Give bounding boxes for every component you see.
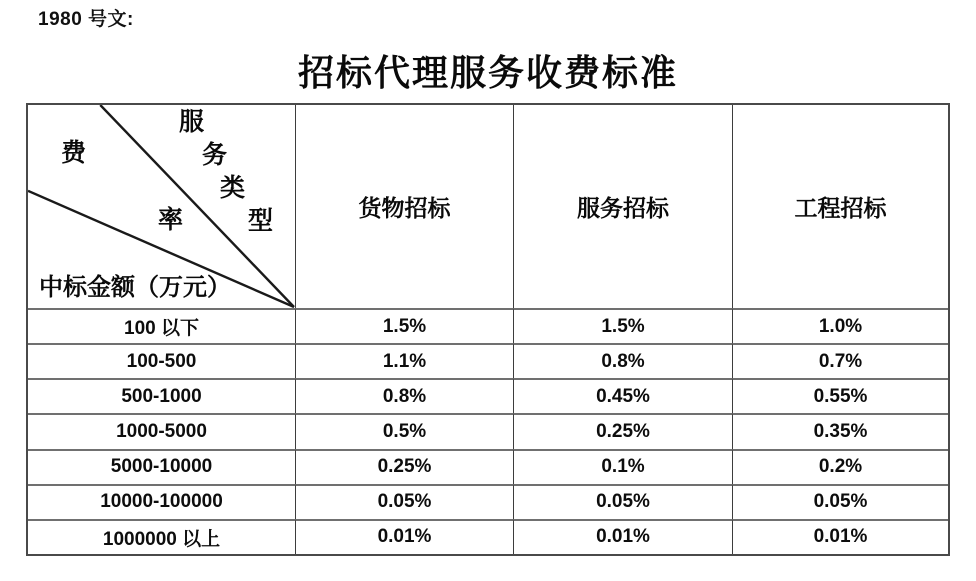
fee-value: 0.2% [732, 449, 948, 484]
fee-value: 0.01% [732, 519, 948, 554]
fee-value: 0.5% [295, 413, 513, 448]
doc-reference: 1980 号文: [38, 9, 134, 30]
fee-value: 0.05% [295, 484, 513, 519]
fee-value: 0.55% [732, 378, 948, 413]
fee-value: 0.8% [513, 343, 732, 378]
row-label-amount-range: 1000000 以上 [28, 519, 295, 554]
row-label-amount-range: 5000-10000 [28, 449, 295, 484]
fee-rate-label-char: 费 [61, 140, 87, 167]
fee-standard-table [26, 103, 950, 556]
row-label-amount-range: 10000-100000 [28, 484, 295, 519]
amount-axis-label: 中标金额（万元） [39, 275, 231, 301]
fee-value: 0.25% [295, 449, 513, 484]
row-label-amount-range: 100-500 [28, 343, 295, 378]
fee-value: 0.05% [732, 484, 948, 519]
row-label-amount-range: 500-1000 [28, 378, 295, 413]
diagonal-header-cell [28, 105, 295, 308]
fee-value: 1.1% [295, 343, 513, 378]
page-title: 招标代理服务收费标准 [297, 53, 678, 93]
service-type-label-char: 类 [220, 175, 246, 202]
row-label-amount-range: 1000-5000 [28, 413, 295, 448]
row-label-amount-range: 100 以下 [28, 308, 295, 343]
fee-value: 1.0% [732, 308, 948, 343]
service-type-label-char: 服 [179, 109, 205, 136]
fee-value: 0.01% [513, 519, 732, 554]
fee-value: 0.25% [513, 413, 732, 448]
column-header-engineering-bidding: 工程招标 [732, 105, 948, 308]
fee-value: 0.45% [513, 378, 732, 413]
fee-value: 0.8% [295, 378, 513, 413]
fee-value: 1.5% [295, 308, 513, 343]
service-type-label-char: 务 [202, 142, 228, 169]
column-header-service-bidding: 服务招标 [513, 105, 732, 308]
column-header-goods-bidding: 货物招标 [295, 105, 513, 308]
fee-value: 0.1% [513, 449, 732, 484]
fee-value: 1.5% [513, 308, 732, 343]
service-type-label-char: 型 [248, 208, 274, 235]
fee-value: 0.01% [295, 519, 513, 554]
fee-value: 0.35% [732, 413, 948, 448]
fee-value: 0.7% [732, 343, 948, 378]
fee-rate-label-char: 率 [158, 207, 184, 234]
fee-value: 0.05% [513, 484, 732, 519]
